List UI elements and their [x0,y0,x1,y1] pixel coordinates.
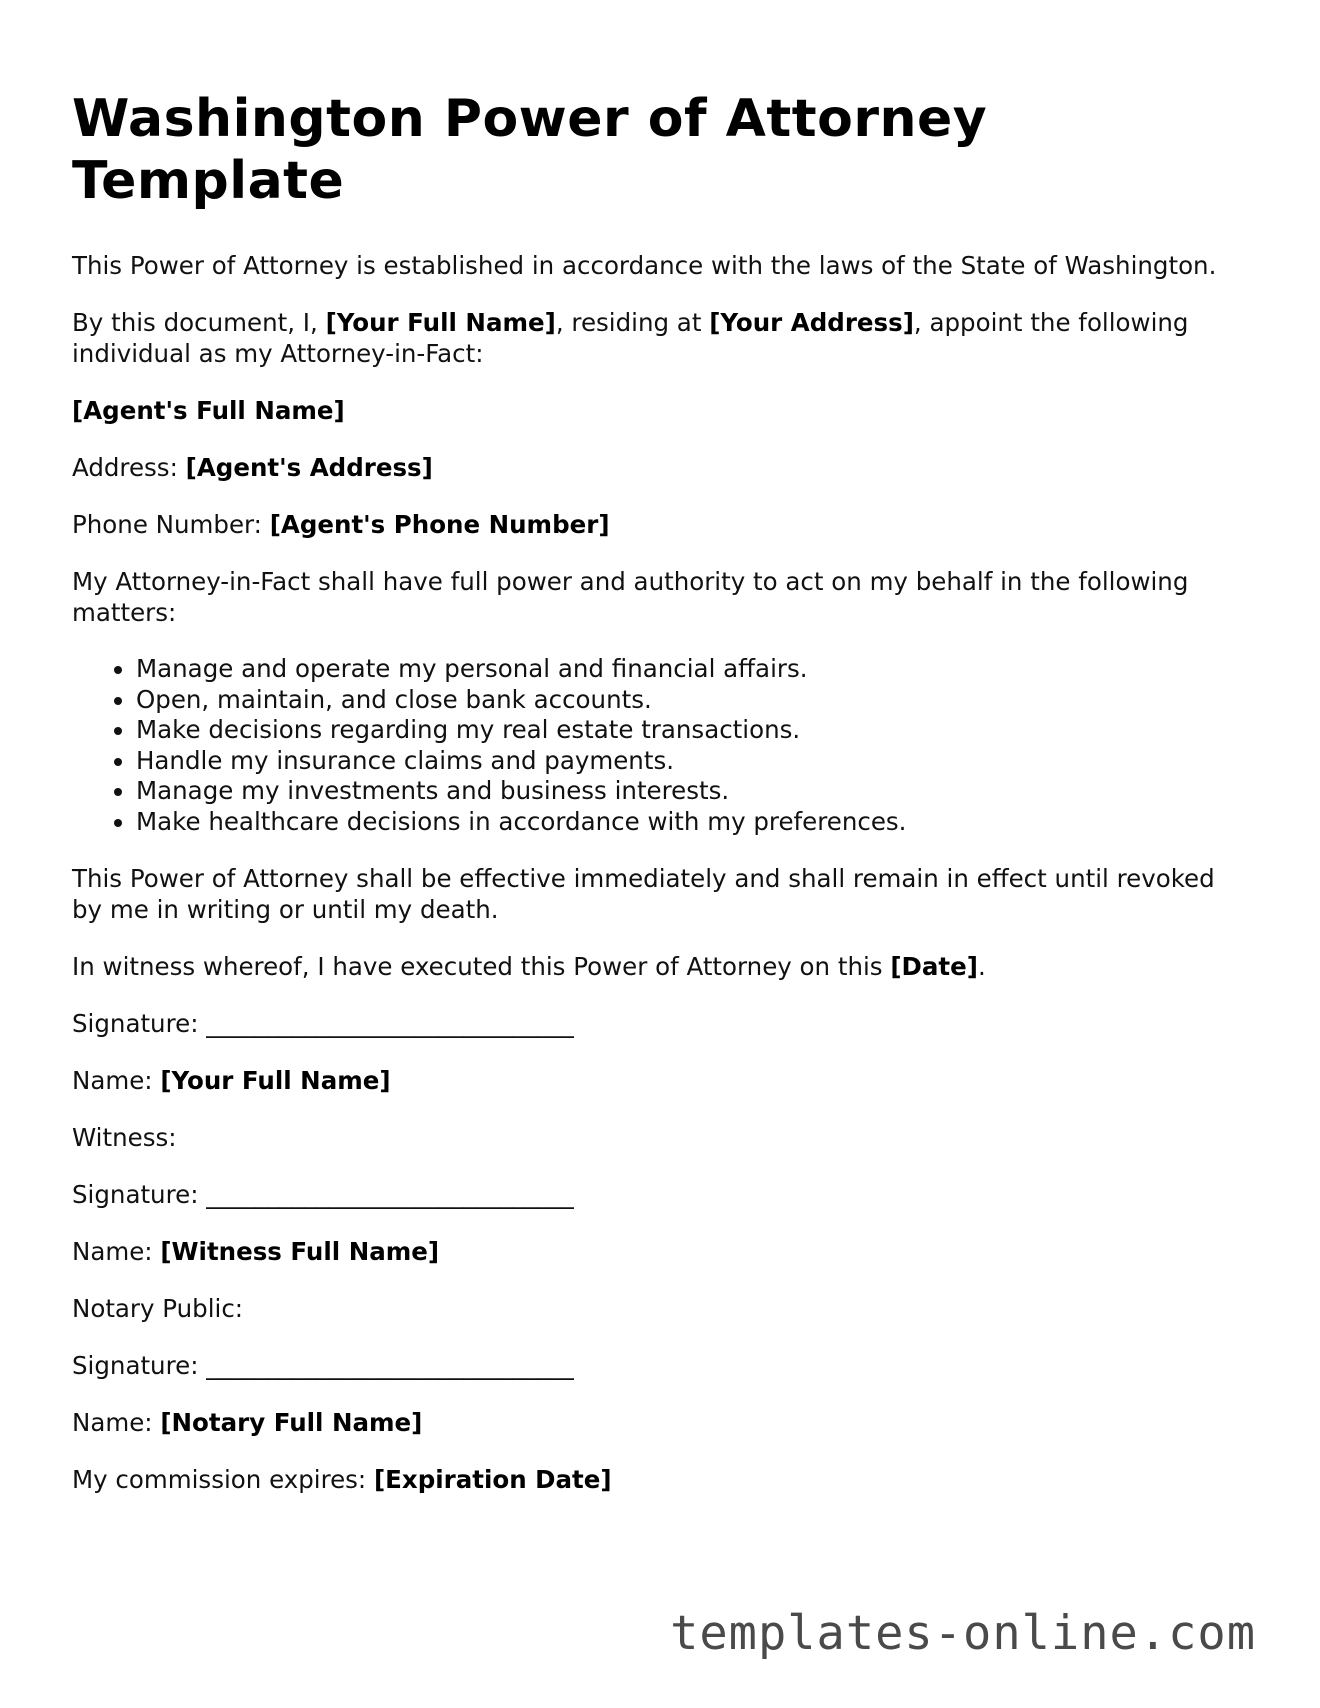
witness-signature-line [72,1179,1252,1210]
witness-clause-suffix: . [977,952,986,981]
name-label: Name: [72,1066,161,1095]
signature-label: Signature: [72,1009,207,1038]
notary-name-line [72,1407,1252,1438]
commission-label: My commission expires: [72,1465,374,1494]
signature-blank[interactable]: ______________________________ [206,1180,574,1209]
signature-label: Signature: [72,1351,207,1380]
notary-heading: Notary Public: [72,1294,244,1323]
witness-name-field: [Witness Full Name] [160,1237,440,1266]
principal-name-line [72,1065,1252,1096]
list-item: • Manage my investments and business interests. [136,776,1252,807]
agent-address-label: Address: [72,453,186,482]
principal-name-field: [Your Full Name] [160,1066,391,1095]
list-item: • Open, maintain, and close bank accounts. [136,685,1252,716]
appointment-mid: , residing at [555,308,710,337]
document-page [72,88,1252,1521]
appointment-prefix: By this document, I, [72,308,326,337]
witness-clause-prefix: In witness whereof, I have executed this Power of Attorney on this [72,952,891,981]
agent-name-placeholder: [Agent's Full Name] [72,396,345,425]
powers-list [72,654,1252,837]
agent-address-line [72,452,1252,483]
agent-phone-placeholder: [Agent's Phone Number] [269,510,610,539]
page-title: Washington Power of Attorney Template [72,89,988,211]
list-item: • Manage and operate my personal and financial affairs. [136,654,1252,685]
list-item: • Handle my insurance claims and payments. [136,746,1252,777]
list-item: • Make decisions regarding my real estate transactions. [136,715,1252,746]
notary-signature-line [72,1350,1252,1381]
date-placeholder: [Date] [890,952,978,981]
commission-date-field: [Expiration Date] [373,1465,612,1494]
list-item: • Make healthcare decisions in accordance with my preferences. [136,807,1252,838]
principal-address-placeholder: [Your Address] [709,308,914,337]
watermark: templates-online.com [670,1606,1256,1661]
witness-clause [72,951,1252,982]
intro-paragraph: This Power of Attorney is established in accordance with the laws of the State of Washington. [72,251,1217,280]
agent-phone-label: Phone Number: [72,510,270,539]
appointment-suffix: , appoint the following individual as my Attorney-in-Fact: [72,308,1189,368]
name-label: Name: [72,1408,161,1437]
powers-intro: My Attorney-in-Fact shall have full power and authority to act on my behalf in the following matters: [72,567,1189,627]
notary-name-field: [Notary Full Name] [160,1408,423,1437]
agent-phone-line [72,509,1252,540]
principal-signature-line [72,1008,1252,1039]
witness-name-line [72,1236,1252,1267]
effective-paragraph: This Power of Attorney shall be effective immediately and shall remain in effect until revoked by me in writing or until my death. [72,864,1215,924]
witness-heading: Witness: [72,1123,177,1152]
agent-address-placeholder: [Agent's Address] [185,453,433,482]
signature-blank[interactable]: ______________________________ [206,1009,574,1038]
principal-name-placeholder: [Your Full Name] [325,308,556,337]
signature-blank[interactable]: ______________________________ [206,1351,574,1380]
signature-label: Signature: [72,1180,207,1209]
appointment-paragraph [72,307,1252,369]
agent-name-line [72,395,1252,426]
commission-line [72,1464,1252,1495]
name-label: Name: [72,1237,161,1266]
